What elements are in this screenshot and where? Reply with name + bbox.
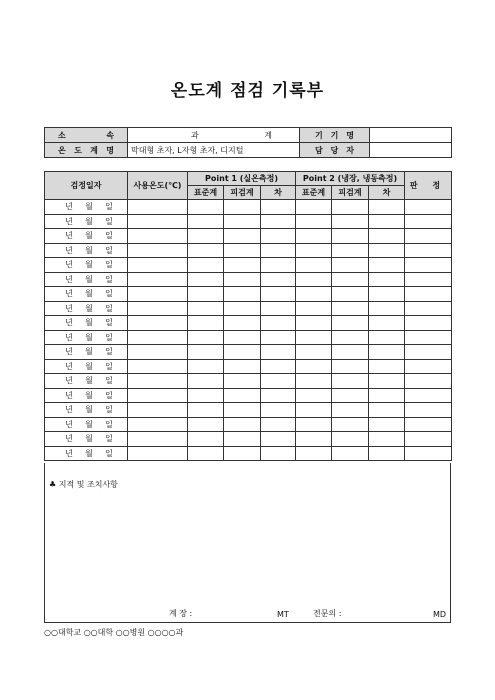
record-cell[interactable] — [224, 330, 261, 345]
record-cell[interactable] — [261, 446, 296, 461]
record-cell[interactable] — [296, 417, 332, 432]
date-unit: 년 — [65, 347, 73, 357]
record-cell[interactable] — [332, 432, 369, 447]
date-cell[interactable] — [45, 229, 128, 244]
date-unit: 일 — [105, 347, 113, 357]
date-unit: 년 — [65, 289, 73, 299]
col-point1-header: Point 1 (실온측정) — [188, 172, 296, 186]
record-cell[interactable] — [332, 214, 369, 229]
p2-test-header: 피검계 — [332, 186, 369, 200]
record-cell[interactable] — [188, 214, 224, 229]
record-cell[interactable] — [224, 287, 261, 302]
date-cell[interactable] — [45, 316, 128, 331]
date-unit: 일 — [105, 419, 113, 429]
thermometer-label: 온 도 계 명 — [45, 143, 128, 158]
record-cell[interactable] — [369, 243, 405, 258]
record-cell[interactable] — [128, 374, 188, 389]
date-unit: 일 — [105, 231, 113, 241]
date-unit: 월 — [85, 434, 93, 444]
record-cell[interactable] — [296, 301, 332, 316]
date-unit: 년 — [65, 303, 73, 313]
date-cell[interactable] — [45, 243, 128, 258]
record-cell[interactable] — [296, 287, 332, 302]
record-cell[interactable] — [369, 330, 405, 345]
record-cell[interactable] — [405, 258, 452, 273]
record-cell[interactable] — [261, 258, 296, 273]
table-row — [45, 345, 452, 360]
table-row — [45, 243, 452, 258]
record-cell[interactable] — [296, 243, 332, 258]
date-unit: 월 — [85, 216, 93, 226]
record-cell[interactable] — [405, 446, 452, 461]
record-cell[interactable] — [128, 417, 188, 432]
date-unit: 일 — [105, 274, 113, 284]
col-judge-header: 판 정 — [405, 172, 452, 200]
date-unit: 월 — [85, 318, 93, 328]
date-unit: 월 — [85, 448, 93, 458]
record-cell[interactable] — [261, 403, 296, 418]
date-cell[interactable] — [45, 272, 128, 287]
date-unit: 일 — [105, 260, 113, 270]
date-unit: 년 — [65, 216, 73, 226]
record-cell[interactable] — [332, 403, 369, 418]
table-row — [45, 446, 452, 461]
table-row — [45, 330, 452, 345]
record-cell[interactable] — [369, 345, 405, 360]
record-cell[interactable] — [296, 432, 332, 447]
manager-label: 담 당 자 — [300, 143, 370, 158]
date-cell[interactable] — [45, 432, 128, 447]
date-unit: 월 — [85, 245, 93, 255]
date-unit: 일 — [105, 245, 113, 255]
record-cell[interactable] — [128, 345, 188, 360]
date-cell[interactable] — [45, 388, 128, 403]
record-cell[interactable] — [405, 345, 452, 360]
record-cell[interactable] — [369, 417, 405, 432]
table-row — [45, 229, 452, 244]
record-cell[interactable] — [405, 403, 452, 418]
date-cell[interactable] — [45, 374, 128, 389]
record-cell[interactable] — [224, 272, 261, 287]
date-unit: 년 — [65, 448, 73, 458]
record-cell[interactable] — [224, 243, 261, 258]
record-cell[interactable] — [188, 316, 224, 331]
record-cell[interactable] — [128, 388, 188, 403]
record-cell[interactable] — [405, 214, 452, 229]
notes-box[interactable] — [44, 463, 451, 623]
md-label: MD — [432, 610, 446, 619]
table-row — [45, 258, 452, 273]
date-unit: 월 — [85, 260, 93, 270]
record-cell[interactable] — [128, 272, 188, 287]
p1-standard-header: 표준계 — [188, 186, 224, 200]
date-cell[interactable] — [45, 287, 128, 302]
record-cell[interactable] — [188, 388, 224, 403]
record-cell[interactable] — [128, 403, 188, 418]
table-row — [45, 301, 452, 316]
p1-diff-header: 차 — [261, 186, 296, 200]
record-cell[interactable] — [369, 446, 405, 461]
record-cell[interactable] — [128, 200, 188, 215]
record-cell[interactable] — [369, 388, 405, 403]
record-cell[interactable] — [405, 330, 452, 345]
record-cell[interactable] — [332, 287, 369, 302]
record-cell[interactable] — [332, 388, 369, 403]
date-unit: 년 — [65, 231, 73, 241]
record-cell[interactable] — [369, 374, 405, 389]
date-unit: 월 — [85, 332, 93, 342]
date-unit: 일 — [105, 289, 113, 299]
record-cell[interactable] — [296, 258, 332, 273]
record-cell[interactable] — [261, 432, 296, 447]
affiliation-value[interactable]: 과 계 — [128, 128, 300, 143]
record-cell[interactable] — [224, 214, 261, 229]
date-unit: 월 — [85, 419, 93, 429]
record-cell[interactable] — [405, 374, 452, 389]
specialist-label: 전문의 : — [313, 609, 342, 618]
record-cell[interactable] — [369, 258, 405, 273]
date-cell[interactable] — [45, 330, 128, 345]
record-cell[interactable] — [224, 301, 261, 316]
record-cell[interactable] — [188, 272, 224, 287]
record-cell[interactable] — [188, 432, 224, 447]
record-cell[interactable] — [128, 432, 188, 447]
date-unit: 월 — [85, 289, 93, 299]
record-cell[interactable] — [369, 316, 405, 331]
record-cell[interactable] — [332, 345, 369, 360]
record-cell[interactable] — [224, 417, 261, 432]
date-cell[interactable] — [45, 345, 128, 360]
notes-title: ♣ 지적 및 조치사항 — [49, 480, 118, 489]
record-cell[interactable] — [188, 446, 224, 461]
record-cell[interactable] — [128, 316, 188, 331]
record-cell[interactable] — [188, 229, 224, 244]
table-row — [45, 200, 452, 215]
info-table — [44, 127, 452, 158]
date-unit: 년 — [65, 274, 73, 284]
record-cell[interactable] — [224, 200, 261, 215]
record-cell[interactable] — [224, 229, 261, 244]
record-cell[interactable] — [405, 301, 452, 316]
record-cell[interactable] — [128, 330, 188, 345]
date-unit: 년 — [65, 376, 73, 386]
table-row — [45, 374, 452, 389]
record-cell[interactable] — [224, 316, 261, 331]
manager-value[interactable] — [370, 143, 452, 158]
date-unit: 년 — [65, 390, 73, 400]
record-cell[interactable] — [128, 359, 188, 374]
date-unit: 월 — [85, 390, 93, 400]
table-row — [45, 417, 452, 432]
record-cell[interactable] — [224, 446, 261, 461]
date-cell[interactable] — [45, 359, 128, 374]
record-cell[interactable] — [332, 243, 369, 258]
date-unit: 일 — [105, 448, 113, 458]
record-cell[interactable] — [188, 374, 224, 389]
date-unit: 년 — [65, 434, 73, 444]
record-cell[interactable] — [261, 301, 296, 316]
p2-standard-header: 표준계 — [296, 186, 332, 200]
record-cell[interactable] — [332, 200, 369, 215]
date-unit: 년 — [65, 202, 73, 212]
record-cell[interactable] — [188, 359, 224, 374]
p2-diff-header: 차 — [369, 186, 405, 200]
record-cell[interactable] — [128, 243, 188, 258]
record-cell[interactable] — [369, 200, 405, 215]
record-cell[interactable] — [296, 316, 332, 331]
date-cell[interactable] — [45, 446, 128, 461]
record-cell[interactable] — [296, 359, 332, 374]
record-cell[interactable] — [224, 388, 261, 403]
thermometer-value[interactable]: 막대형 초자, L자형 초자, 디지털 — [128, 143, 300, 158]
record-cell[interactable] — [261, 388, 296, 403]
record-cell[interactable] — [188, 243, 224, 258]
date-cell[interactable] — [45, 301, 128, 316]
organization-footer: ○○대학교 ○○대학 ○○병원 ○○○○과 — [44, 628, 184, 637]
record-cell[interactable] — [261, 316, 296, 331]
record-cell[interactable] — [405, 243, 452, 258]
record-cell[interactable] — [128, 301, 188, 316]
record-cell[interactable] — [188, 200, 224, 215]
date-unit: 일 — [105, 202, 113, 212]
record-cell[interactable] — [296, 345, 332, 360]
record-cell[interactable] — [405, 417, 452, 432]
record-cell[interactable] — [261, 272, 296, 287]
record-cell[interactable] — [188, 417, 224, 432]
record-cell[interactable] — [369, 229, 405, 244]
table-row — [45, 403, 452, 418]
date-unit: 년 — [65, 260, 73, 270]
record-cell[interactable] — [405, 432, 452, 447]
record-cell[interactable] — [261, 200, 296, 215]
date-unit: 년 — [65, 318, 73, 328]
record-cell[interactable] — [128, 229, 188, 244]
date-unit: 월 — [85, 231, 93, 241]
record-cell[interactable] — [261, 417, 296, 432]
record-cell[interactable] — [224, 432, 261, 447]
record-cell[interactable] — [296, 200, 332, 215]
record-cell[interactable] — [405, 272, 452, 287]
record-cell[interactable] — [332, 272, 369, 287]
record-cell[interactable] — [369, 432, 405, 447]
record-cell[interactable] — [405, 229, 452, 244]
record-cell[interactable] — [224, 345, 261, 360]
record-cell[interactable] — [369, 287, 405, 302]
date-unit: 년 — [65, 332, 73, 342]
date-unit: 일 — [105, 434, 113, 444]
record-cell[interactable] — [261, 229, 296, 244]
record-cell[interactable] — [188, 403, 224, 418]
date-unit: 일 — [105, 318, 113, 328]
date-unit: 일 — [105, 361, 113, 371]
inspection-records-table — [44, 171, 452, 461]
date-unit: 년 — [65, 405, 73, 415]
col-date-header: 검정일자 — [45, 172, 128, 200]
record-cell[interactable] — [296, 374, 332, 389]
record-cell[interactable] — [369, 272, 405, 287]
record-cell[interactable] — [224, 403, 261, 418]
record-cell[interactable] — [261, 214, 296, 229]
equipment-value[interactable] — [370, 128, 452, 143]
date-unit: 월 — [85, 361, 93, 371]
date-unit: 월 — [85, 202, 93, 212]
table-row — [45, 214, 452, 229]
record-cell[interactable] — [332, 258, 369, 273]
record-cell[interactable] — [188, 345, 224, 360]
record-cell[interactable] — [332, 316, 369, 331]
record-cell[interactable] — [224, 374, 261, 389]
record-cell[interactable] — [332, 359, 369, 374]
page-title: 온도계 점검 기록부 — [170, 81, 325, 101]
affiliation-label: 소 속 — [45, 128, 128, 143]
record-cell[interactable] — [188, 287, 224, 302]
table-row — [45, 359, 452, 374]
table-row — [45, 388, 452, 403]
record-cell[interactable] — [332, 446, 369, 461]
date-unit: 일 — [105, 376, 113, 386]
date-unit: 년 — [65, 245, 73, 255]
date-unit: 월 — [85, 274, 93, 284]
record-cell[interactable] — [188, 330, 224, 345]
record-cell[interactable] — [405, 359, 452, 374]
record-cell[interactable] — [332, 330, 369, 345]
date-unit: 일 — [105, 216, 113, 226]
date-cell[interactable] — [45, 403, 128, 418]
record-cell[interactable] — [128, 446, 188, 461]
record-cell[interactable] — [332, 417, 369, 432]
record-cell[interactable] — [188, 258, 224, 273]
date-cell[interactable] — [45, 258, 128, 273]
record-cell[interactable] — [224, 359, 261, 374]
date-cell[interactable] — [45, 200, 128, 215]
record-cell[interactable] — [332, 301, 369, 316]
record-cell[interactable] — [296, 330, 332, 345]
record-cell[interactable] — [405, 200, 452, 215]
record-cell[interactable] — [405, 316, 452, 331]
record-cell[interactable] — [224, 258, 261, 273]
record-cell[interactable] — [261, 359, 296, 374]
record-cell[interactable] — [369, 359, 405, 374]
record-cell[interactable] — [296, 214, 332, 229]
record-cell[interactable] — [261, 345, 296, 360]
date-unit: 일 — [105, 390, 113, 400]
record-cell[interactable] — [332, 374, 369, 389]
table-row — [45, 432, 452, 447]
record-cell[interactable] — [296, 403, 332, 418]
record-cell[interactable] — [296, 229, 332, 244]
record-cell[interactable] — [296, 388, 332, 403]
record-cell[interactable] — [296, 272, 332, 287]
col-temp-header: 사용온도(℃) — [128, 172, 188, 200]
record-cell[interactable] — [261, 243, 296, 258]
date-unit: 년 — [65, 361, 73, 371]
record-cell[interactable] — [188, 301, 224, 316]
record-cell[interactable] — [332, 229, 369, 244]
col-point2-header: Point 2 (냉장, 냉동측정) — [296, 172, 405, 186]
date-unit: 월 — [85, 376, 93, 386]
p1-test-header: 피검계 — [224, 186, 261, 200]
record-cell[interactable] — [369, 214, 405, 229]
record-cell[interactable] — [128, 214, 188, 229]
equipment-label: 기 기 명 — [300, 128, 370, 143]
record-cell[interactable] — [369, 301, 405, 316]
date-unit: 년 — [65, 419, 73, 429]
date-unit: 월 — [85, 347, 93, 357]
record-cell[interactable] — [261, 374, 296, 389]
record-cell[interactable] — [405, 388, 452, 403]
record-cell[interactable] — [405, 287, 452, 302]
date-unit: 일 — [105, 303, 113, 313]
record-cell[interactable] — [128, 287, 188, 302]
mt-label: MT — [277, 610, 289, 619]
record-cell[interactable] — [261, 330, 296, 345]
date-unit: 일 — [105, 405, 113, 415]
record-cell[interactable] — [369, 403, 405, 418]
date-unit: 일 — [105, 332, 113, 342]
date-cell[interactable] — [45, 214, 128, 229]
record-cell[interactable] — [261, 287, 296, 302]
table-row — [45, 272, 452, 287]
record-cell[interactable] — [296, 446, 332, 461]
director-label: 계 장 : — [169, 609, 193, 618]
date-unit: 월 — [85, 405, 93, 415]
date-unit: 월 — [85, 303, 93, 313]
table-row — [45, 287, 452, 302]
date-cell[interactable] — [45, 417, 128, 432]
record-cell[interactable] — [128, 258, 188, 273]
table-row — [45, 316, 452, 331]
